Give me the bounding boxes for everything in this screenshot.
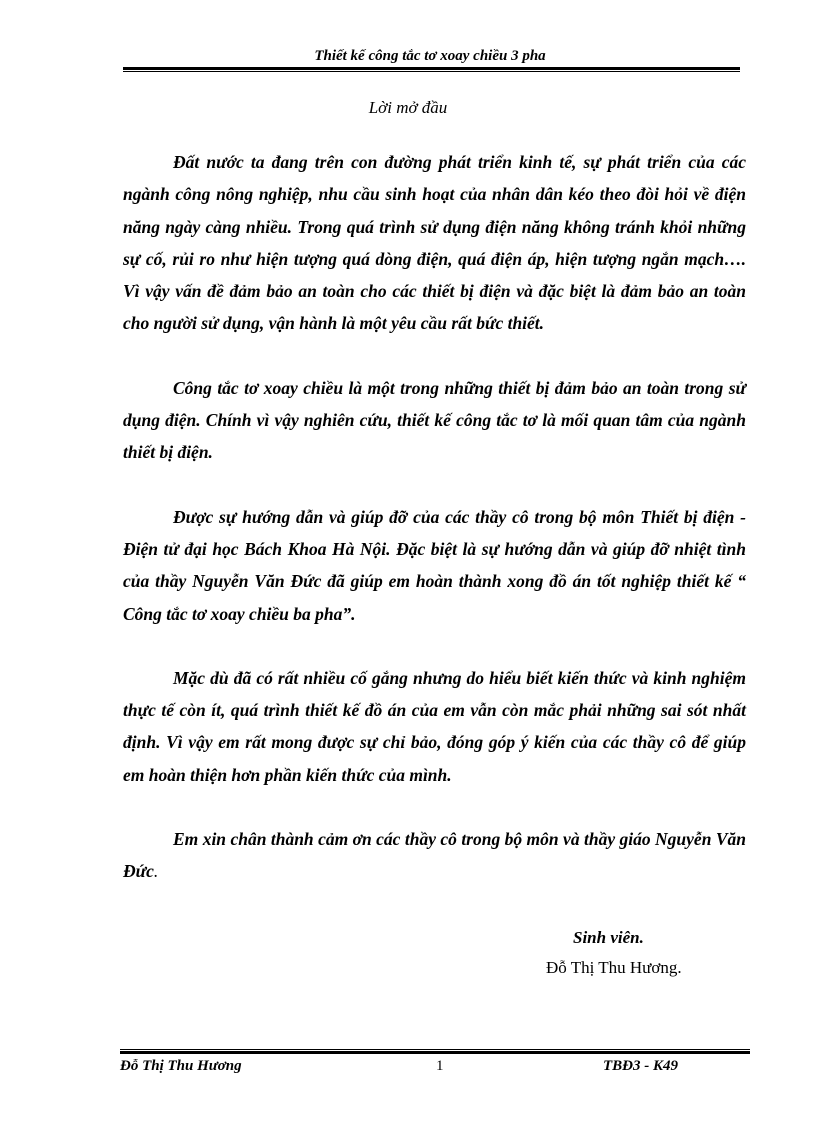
paragraph-2: Công tắc tơ xoay chiều là một trong những thiết bị đảm bảo an toàn trong sử dụng điện. Chính vì vậy nghiên cứu, thiết kế công tắc tơ là mối quan tâm của ngành thiết bị điện. xyxy=(123,377,746,463)
footer-author: Đỗ Thị Thu Hương xyxy=(120,1058,242,1074)
closing-paragraph xyxy=(123,823,746,888)
paragraph-4: Mặc dù đã có rất nhiều cố gắng nhưng do hiểu biết kiến thức và kinh nghiệm thực tế còn ít, quá trình thiết kế đồ án của em vẫn còn mắc phải những sai sót nhất định. Vì vậy em rất mong được sự chỉ bảo, đóng góp ý kiến của các thầy cô để giúp em hoàn thiện hơn phần kiến thức của mình. xyxy=(123,667,746,785)
document-body xyxy=(123,146,746,888)
footer-class-code: TBĐ3 - K49 xyxy=(603,1058,678,1074)
footer-divider xyxy=(120,1049,750,1054)
paragraph-1: Đất nước ta đang trên con đường phát triển kinh tế, sự phát triển của các ngành công nông nghiệp, nhu cầu sinh hoạt của nhân dân kéo theo đòi hỏi về điện năng ngày càng nhiều. Trong quá trình sử dụng điện năng không tránh khỏi những sự cố, rủi ro như hiện tượng quá dòng điện, quá điện áp, hiện tượng ngắn mạch…. Vì vậy vấn đề đảm bảo an toàn cho các thiết bị điện và đặc biệt là đảm bảo an toàn cho người sử dụng, vận hành là một yêu cầu rất bức thiết. xyxy=(123,152,746,334)
closing-text: Em xin chân thành cảm ơn các thầy cô trong bộ môn và thầy giáo Nguyễn Văn Đức xyxy=(123,829,746,882)
page-number: 1 xyxy=(436,1058,444,1074)
closing-period: . xyxy=(153,861,159,882)
signature-name: Đỗ Thị Thu Hương. xyxy=(546,958,682,977)
document-title: Lời mở đầu xyxy=(368,98,448,117)
signature-role: Sinh viên. xyxy=(573,928,644,947)
running-header-title: Thiết kế công tắc tơ xoay chiều 3 pha xyxy=(314,48,546,64)
header-divider xyxy=(123,67,740,72)
paragraph-3: Được sự hướng dẫn và giúp đỡ của các thầy cô trong bộ môn Thiết bị điện - Điện tử đại học Bách Khoa Hà Nội. Đặc biệt là sự hướng dẫn và giúp đỡ nhiệt tình của thầy Nguyễn Văn Đức đã giúp em hoàn thành xong đồ án tốt nghiệp thiết kế “ Công tắc tơ xoay chiều ba pha”. xyxy=(123,506,746,624)
